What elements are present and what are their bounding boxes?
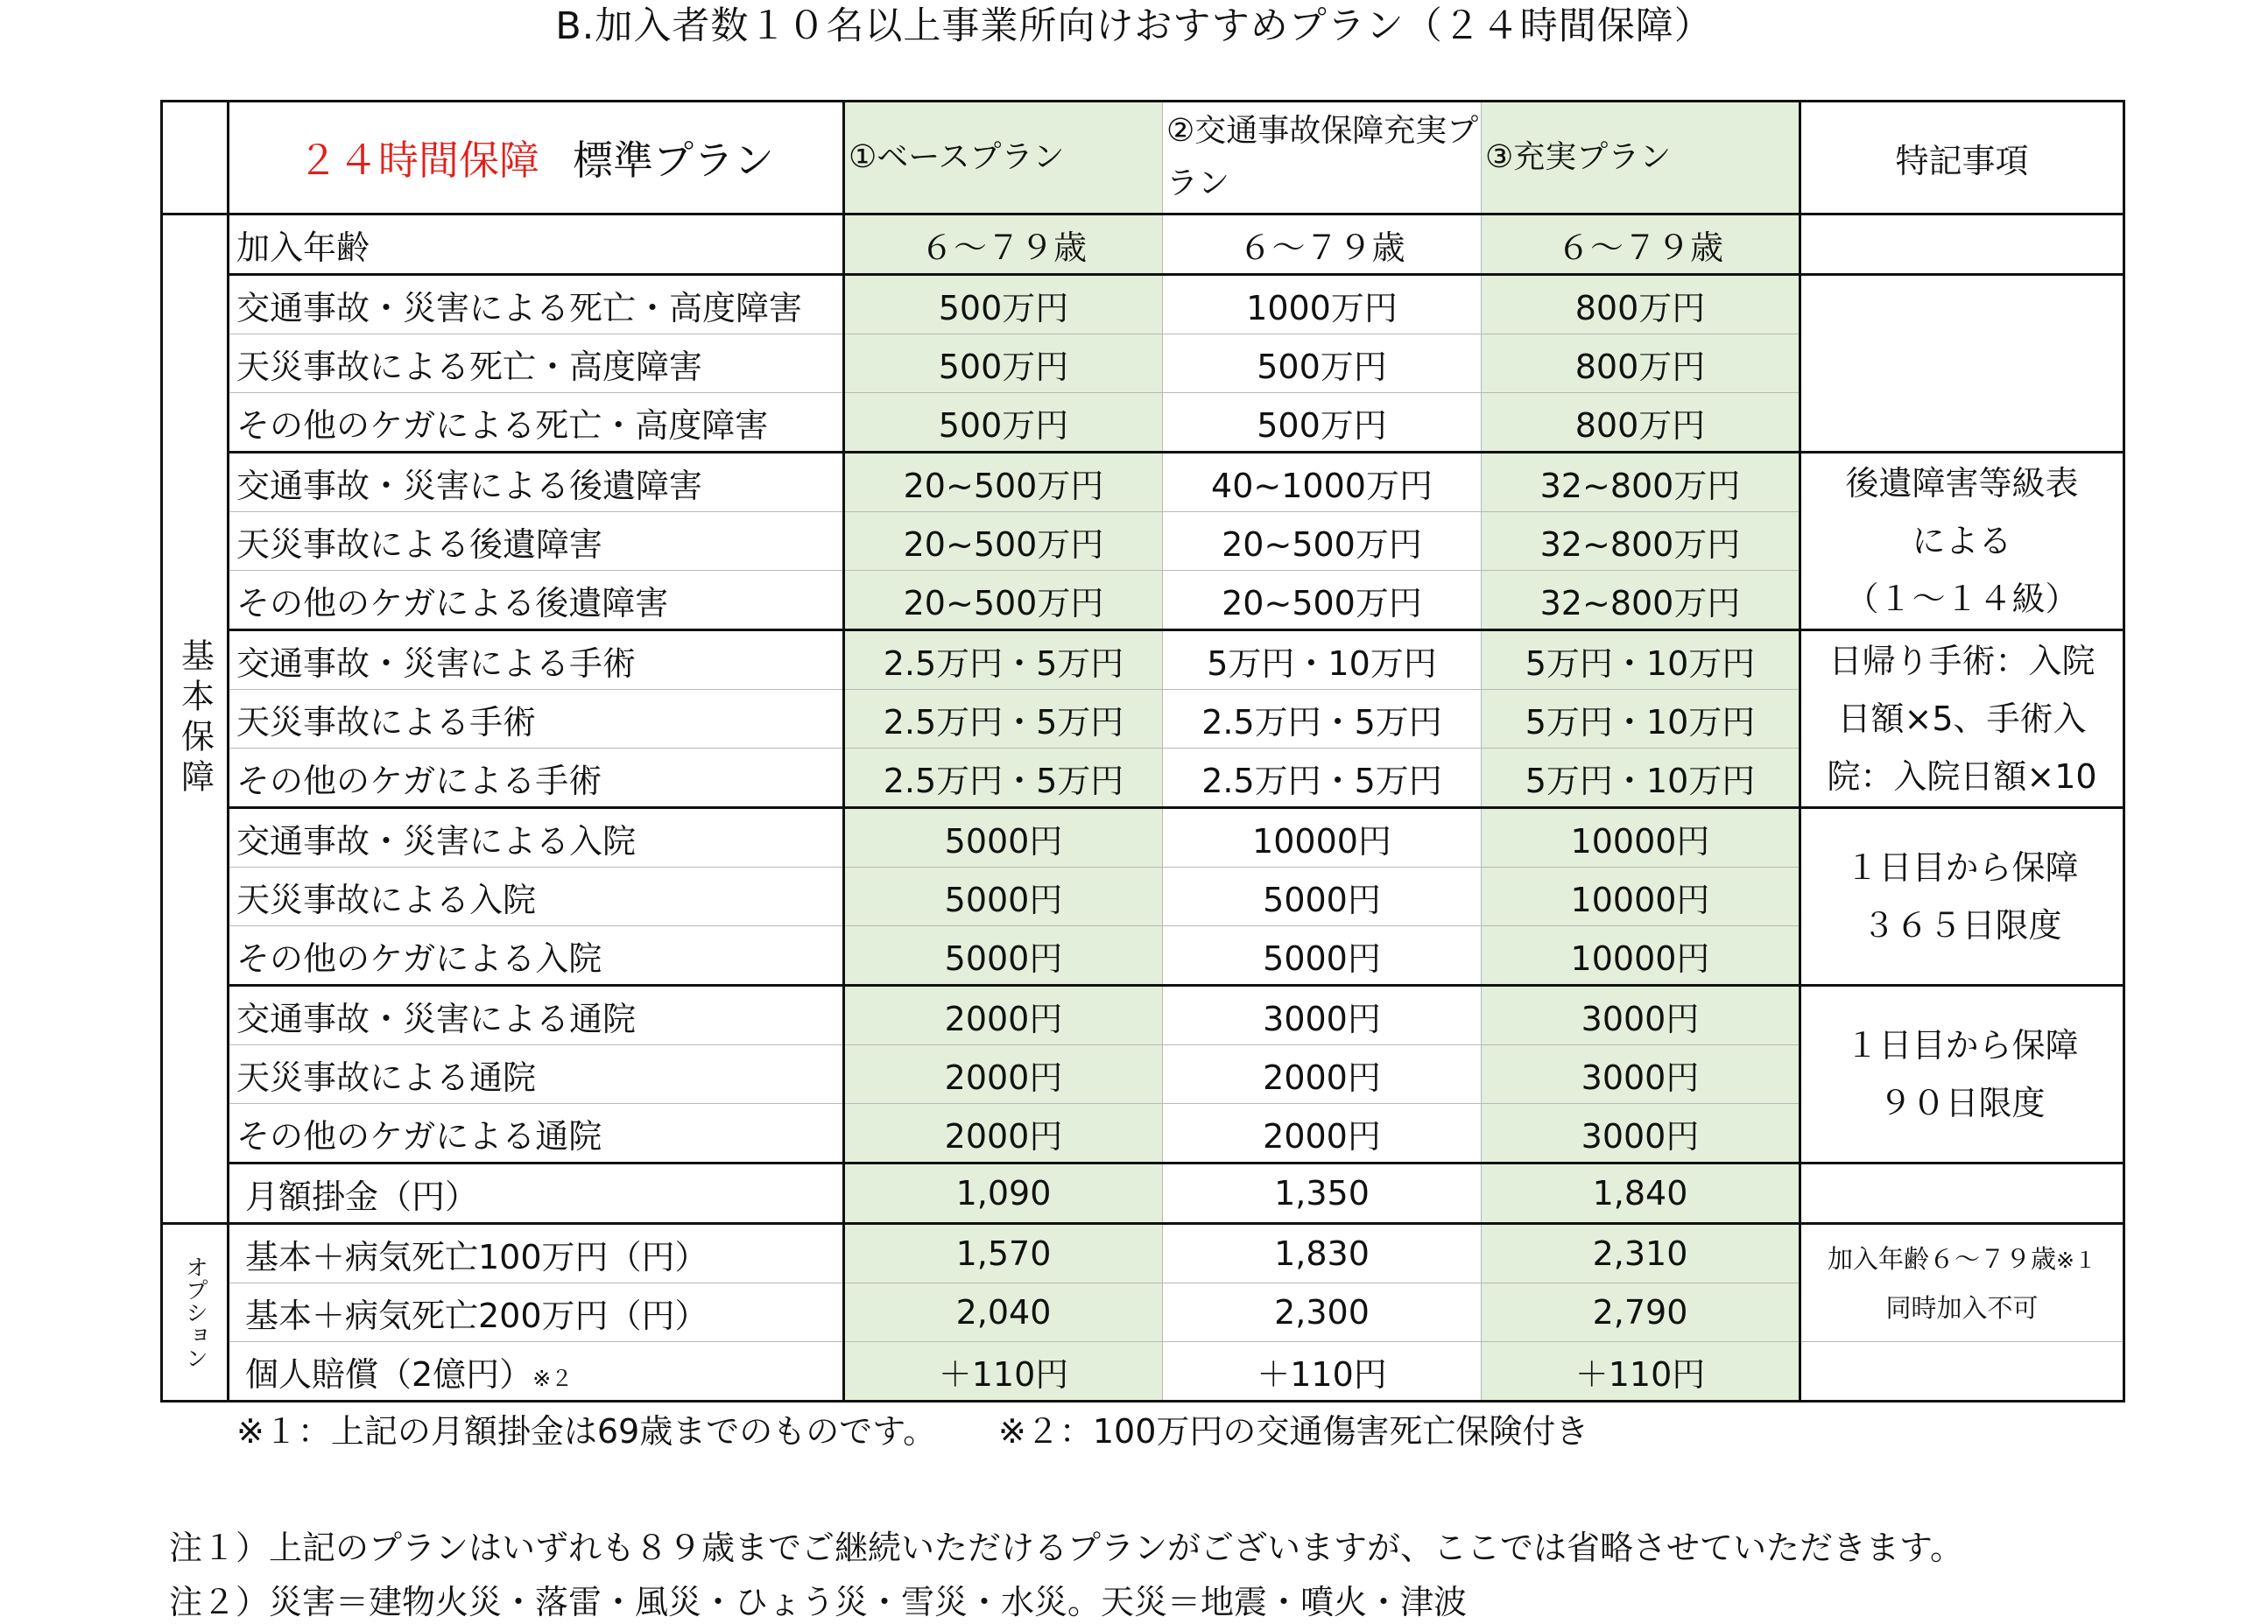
note-1: 注１）上記のプランはいずれも８９歳までご継続いただけるプランがございますが、ここでは省略させていただきます。 [169,1529,1963,1567]
note-line: １日目から保障 [1845,1026,2079,1065]
row-label: 交通事故・災害による通院 [229,986,844,1045]
cell-base: ＋110円 [844,1342,1163,1402]
cell-full: 10000円 [1482,926,1800,986]
cell-base: 5000円 [844,868,1163,926]
note-line: 同時加入不可 [1885,1292,2039,1323]
table-row [162,986,2124,1045]
row-label: 月額掛金（円） [229,1164,844,1224]
side-label-option: オプション [162,1224,229,1402]
cell-base: 500万円 [844,334,1163,393]
cell-base: 20~500万円 [844,512,1163,571]
cell-base: 2000円 [844,1104,1163,1164]
table-row [162,808,2124,868]
row-label: 天災事故による後遺障害 [229,512,844,571]
note-empty [1800,1342,2124,1402]
cell-traffic: 5万円・10万円 [1163,630,1482,690]
col-header-full: ③充実プラン [1482,102,1800,214]
note-surgery [1800,630,2124,808]
table-row [162,1342,2124,1402]
row-label [229,1342,844,1402]
note-line: 院：入院日額×10 [1827,757,2097,796]
row-label: 交通事故・災害による後遺障害 [229,453,844,512]
cell-base: 2.5万円・5万円 [844,690,1163,749]
cell-full: 32~800万円 [1482,453,1800,512]
cell-base: 5000円 [844,926,1163,986]
cell-traffic: 5000円 [1163,868,1482,926]
cell-traffic: 1000万円 [1163,275,1482,334]
col-header-base: ①ベースプラン [844,102,1163,214]
row-label: その他のケガによる入院 [229,926,844,986]
cell-base: 5000円 [844,808,1163,868]
cell-full: 32~800万円 [1482,571,1800,630]
plan-table [160,100,2125,1403]
row-label: 基本＋病気死亡100万円（円） [229,1224,844,1283]
row-label: 天災事故による通院 [229,1045,844,1104]
row-label-text: 個人賠償（2億円） [245,1354,533,1394]
cell-full: 5万円・10万円 [1482,749,1800,808]
cell-traffic: 5000円 [1163,926,1482,986]
table-row [162,1224,2124,1283]
cell-full: 2,790 [1482,1283,1800,1342]
note-line: ３６５日限度 [1862,906,2062,945]
note-hospital [1800,808,2124,986]
cell-full: ＋110円 [1482,1342,1800,1402]
cell-traffic: 20~500万円 [1163,571,1482,630]
cell-full: 800万円 [1482,393,1800,453]
cell-full: ６～７９歳 [1482,214,1800,275]
table-row [162,453,2124,512]
cell-base: 500万円 [844,275,1163,334]
cell-traffic: 2000円 [1163,1045,1482,1104]
cell-traffic: 500万円 [1163,393,1482,453]
cell-full: 800万円 [1482,275,1800,334]
plan-title: 標準プラン [573,137,774,184]
note-outpatient [1800,986,2124,1164]
cell-base: 20~500万円 [844,453,1163,512]
note-line: 後遺障害等級表 [1845,464,2079,503]
cell-full: 800万円 [1482,334,1800,393]
row-label: その他のケガによる死亡・高度障害 [229,393,844,453]
note-option [1800,1224,2124,1342]
cell-full: 3000円 [1482,986,1800,1045]
cell-traffic: 2.5万円・5万円 [1163,690,1482,749]
cell-traffic: 500万円 [1163,334,1482,393]
row-label: 交通事故・災害による死亡・高度障害 [229,275,844,334]
cell-base: 2000円 [844,1045,1163,1104]
header-row [162,102,2124,214]
cell-full: 5万円・10万円 [1482,690,1800,749]
note-line: による [1912,522,2012,560]
cell-traffic: 3000円 [1163,986,1482,1045]
cell-full: 10000円 [1482,808,1800,868]
row-label: 交通事故・災害による手術 [229,630,844,690]
note-line: ９０日限度 [1878,1084,2046,1122]
row-label-mark: ※２ [532,1365,574,1391]
cell-base: 1,090 [844,1164,1163,1224]
note-line [1801,1235,2123,1284]
cell-base: 2.5万円・5万円 [844,749,1163,808]
cell-full: 3000円 [1482,1045,1800,1104]
note-empty [1800,275,2124,453]
side-label-basic: 基本保障 [162,214,229,1224]
table-row [162,1164,2124,1224]
cell-traffic: 40~1000万円 [1163,453,1482,512]
row-label: 天災事故による手術 [229,690,844,749]
note-line: 日帰り手術：入院 [1828,642,2095,680]
plan-title-red: ２４時間保障 [297,137,539,184]
page-title: B.加入者数１０名以上事業所向けおすすめプラン（２４時間保障） [555,4,1713,48]
note-line: （１～１４級） [1845,580,2079,618]
row-label: 加入年齢 [229,214,844,275]
option-age-text: 加入年齢６～７９歳 [1828,1243,2057,1274]
corner-cell [162,102,229,214]
col-header-traffic: ②交通事故保障充実プラン [1163,102,1482,214]
note-line: １日目から保障 [1845,848,2079,887]
cell-traffic: 10000円 [1163,808,1482,868]
plan-title-cell [229,102,844,214]
cell-base: ６～７９歳 [844,214,1163,275]
cell-traffic: ＋110円 [1163,1342,1482,1402]
cell-base: 20~500万円 [844,571,1163,630]
row-label: 交通事故・災害による入院 [229,808,844,868]
col-header-notes: 特記事項 [1800,102,2124,214]
row-label: その他のケガによる通院 [229,1104,844,1164]
table-row [162,630,2124,690]
row-label: 天災事故による死亡・高度障害 [229,334,844,393]
cell-full: 5万円・10万円 [1482,630,1800,690]
option-age-mark: ※１ [2056,1247,2096,1273]
note-empty [1800,1164,2124,1224]
cell-full: 32~800万円 [1482,512,1800,571]
row-label: その他のケガによる後遺障害 [229,571,844,630]
row-label: その他のケガによる手術 [229,749,844,808]
row-label: 基本＋病気死亡200万円（円） [229,1283,844,1342]
note-line: 日額×5、手術入 [1837,700,2087,738]
cell-full: 3000円 [1482,1104,1800,1164]
note-aftereffect [1800,453,2124,630]
cell-full: 2,310 [1482,1224,1800,1283]
cell-traffic: 2,300 [1163,1283,1482,1342]
note-2: 注２）災害＝建物火災・落雷・風災・ひょう災・雪災・水災。天災＝地震・噴火・津波 [169,1583,1468,1621]
cell-base: 2000円 [844,986,1163,1045]
cell-traffic: 1,830 [1163,1224,1482,1283]
note-empty [1800,214,2124,275]
cell-traffic: 1,350 [1163,1164,1482,1224]
cell-base: 2,040 [844,1283,1163,1342]
cell-full: 1,840 [1482,1164,1800,1224]
cell-traffic: ６～７９歳 [1163,214,1482,275]
row-label: 天災事故による入院 [229,868,844,926]
footnote-2: ※２：100万円の交通傷害死亡保険付き [998,1412,1589,1451]
cell-base: 500万円 [844,393,1163,453]
cell-traffic: 20~500万円 [1163,512,1482,571]
footnote-1: ※１：上記の月額掛金は69歳までのものです。 [236,1412,937,1451]
table-row [162,275,2124,334]
cell-base: 2.5万円・5万円 [844,630,1163,690]
cell-base: 1,570 [844,1224,1163,1283]
cell-traffic: 2000円 [1163,1104,1482,1164]
cell-full: 10000円 [1482,868,1800,926]
table-row [162,214,2124,275]
cell-traffic: 2.5万円・5万円 [1163,749,1482,808]
